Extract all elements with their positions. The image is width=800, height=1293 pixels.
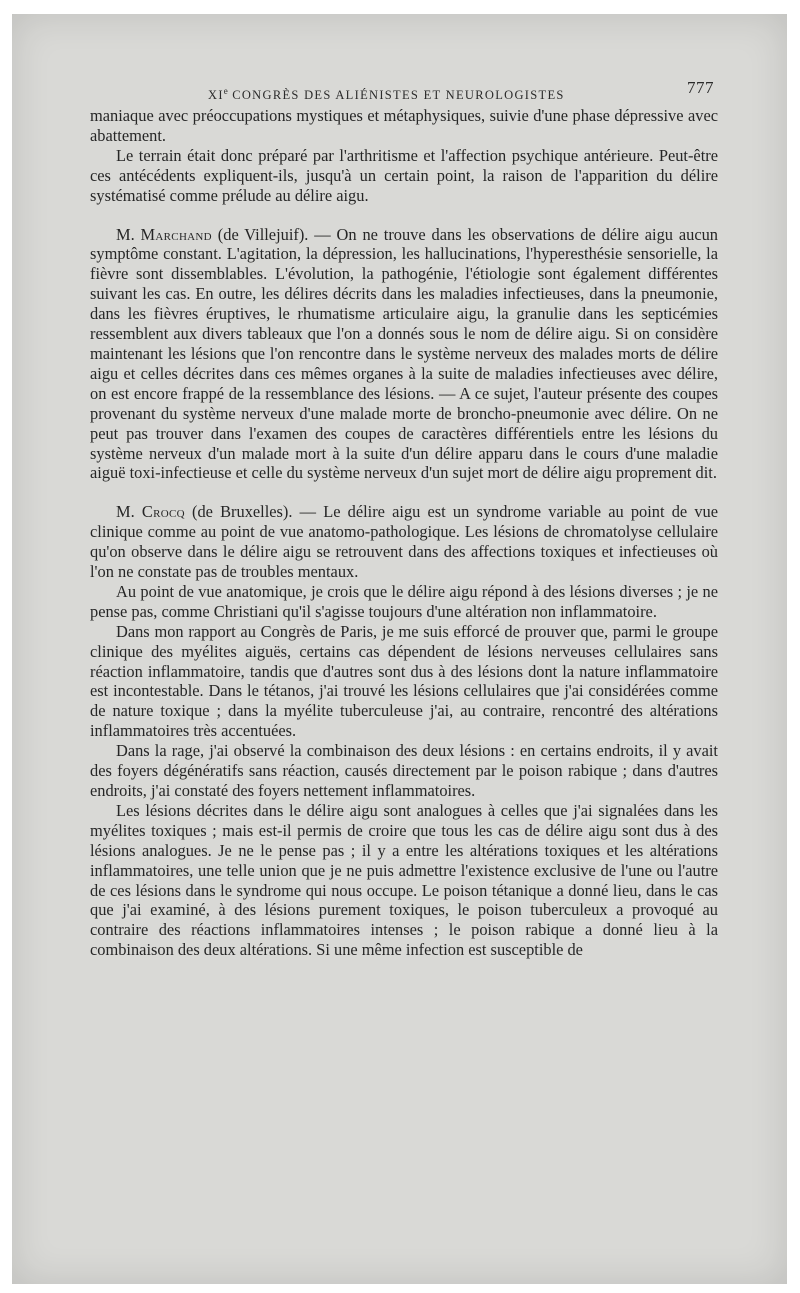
running-title: XIe CONGRÈS DES ALIÉNISTES ET NEUROLOGISTES: [208, 86, 565, 103]
paragraph: Au point de vue anatomique, je crois que le délire aigu répond à des lésions diverses ; je ne pense pas, comme Christiani qu'il s'agisse toujours d'une altération non inflammatoire.: [90, 581, 718, 621]
paragraph: Les lésions décrites dans le délire aigu sont analogues à celles que j'ai signalées dans les myélites toxiques ; mais est-il permis de croire que tous les cas de délire aigu sont dus à des lésions analogues. Je ne le pense pas ; il y a entre les altérations toxiques et les altérations inflammatoires, une telle union que je ne puis admettre l'existence exclusive de l'une ou l'autre de ces lésions dans le syndrome qui nous occupe. Le poison tétanique a donné lieu, dans le cas que j'ai examiné, à des lésions purement toxiques, le poison tuberculeux a provoqué au contraire des réactions inflammatoires intenses ; le poison rabique a donné lieu à la combinaison des deux altérations. Si une même infection est susceptible de: [90, 800, 718, 960]
speaker-name: Crocq: [141, 502, 185, 522]
paragraph: Dans mon rapport au Congrès de Paris, je me suis efforcé de prouver que, parmi le groupe clinique des myélites aiguës, certains cas dépendent de lésions nerveuses cellulaires sans réaction inflammatoire, tandis que d'autres sont dus à des lésions dont la nature inflammatoire est incontestable. Dans le tétanos, j'ai trouvé les lésions cellulaires que j'ai considérées comme de nature toxique ; dans la myélite tuberculeuse j'ai, au contraire, rencontré des altérations inflammatoires très accentuées.: [90, 621, 718, 741]
section-gap: [90, 483, 718, 502]
page-content: [90, 78, 718, 960]
paragraph-continued: maniaque avec préoccupations mystiques et métaphysiques, suivie d'une phase dépressive avec abattement.: [90, 106, 718, 145]
speaker-paragraph-crocq: M. Crocq (de Bruxelles). — Le délire aigu est un syndrome variable au point de vue clinique comme au point de vue anatomo-pathologique. Les lésions de chromatolyse cellulaire qu'on observe dans le délire aigu se retrouvent dans des affections toxiques et infectieuses où l'on ne constate pas de troubles mentaux.: [90, 502, 718, 582]
page-number: 777: [687, 78, 714, 97]
speaker-paragraph-marchand: M. Marchand (de Villejuif). — On ne trouve dans les observations de délire aigu aucun symptôme constant. L'agitation, la dépression, les hallucinations, l'hyperesthésie sensorielle, la fièvre sont dissemblables. L'évolution, la pathogénie, l'étiologie sont également différentes suivant les cas. En outre, les délires décrits dans les maladies infectieuses, dans la pneumonie, dans les fièvres éruptives, le rhumatisme articulaire aigu, la granulie dans les septicémies ressemblent aux divers tableaux que l'on a donnés sous le nom de délire aigu. Si on considère maintenant les lésions que l'on rencontre dans le système nerveux des malades morts de délire aigu et celles décrites dans ces mêmes organes à la suite de maladies infectieuses avec délire, on est encore frappé de la ressemblance des lésions. — A ce sujet, l'auteur présente des coupes provenant du système nerveux d'une malade morte de broncho-pneumonie avec délire. On ne peut pas trouver dans l'examen des coupes de caractères différentiels entre les lésions du système nerveux d'un malade mort à la suite d'un délire apparu dans le cours d'une maladie aiguë toxi-infectieuse et celle du système nerveux d'un sujet mort de délire aigu proprement dit.: [90, 224, 718, 483]
running-header: [90, 78, 718, 106]
section-gap: [90, 206, 718, 225]
paragraph: Dans la rage, j'ai observé la combinaison des deux lésions : en certains endroits, il y avait des foyers dégénératifs sans réaction, causés directement par le poison rabique ; dans d'autres endroits, j'ai constaté des foyers nettement inflammatoires.: [90, 741, 718, 800]
paragraph: Le terrain était donc préparé par l'arthritisme et l'affection psychique antérieure. Peut-être ces antécédents expliquent-ils, jusqu'à un certain point, la raison de l'apparition du délire systématisé comme prélude au délire aigu.: [90, 145, 718, 205]
speaker-name: Marchand: [140, 224, 212, 244]
